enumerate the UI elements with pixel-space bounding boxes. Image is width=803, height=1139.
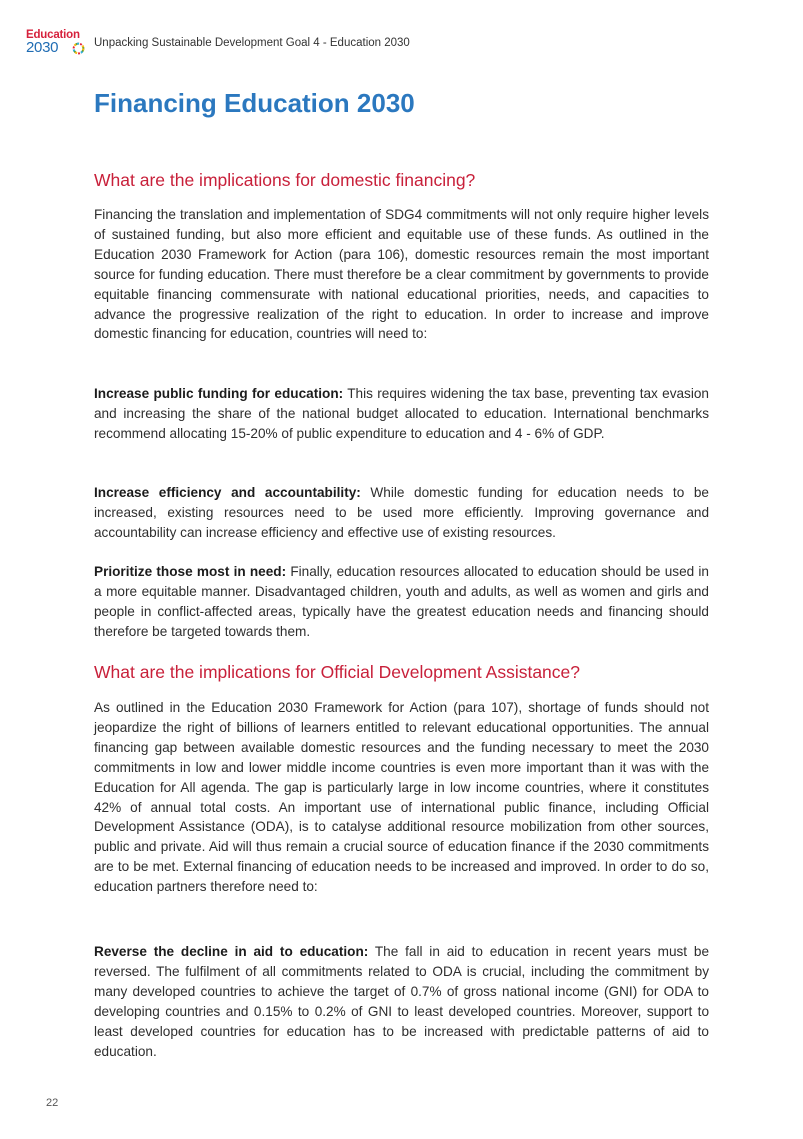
logo-line2: 2030 xyxy=(26,39,59,56)
page-number: 22 xyxy=(46,1097,59,1109)
list-item xyxy=(94,562,709,642)
list-item xyxy=(94,942,709,1061)
list-item xyxy=(94,483,709,543)
domestic-financing-body xyxy=(94,205,709,344)
section-heading: What are the implications for Official Development Assistance? xyxy=(94,662,581,682)
item-paragraph xyxy=(94,483,709,543)
item-text: The fall in aid to education in recent years must be reversed. The fulfilment of all commitments related to ODA is crucial, including the commitment by many developed countries to achieve the target of 0.7% of gross national income (GNI) for ODA to developing countries and 0.15% to 0.2% of GNI to least developed countries. Moreover, support to least developed countries for education has to be increased with predictable patterns of aid to education. xyxy=(94,944,710,1059)
document-title: Unpacking Sustainable Development Goal 4 - Education 2030 xyxy=(94,37,410,49)
item-lead: Increase public funding for education: xyxy=(94,386,344,401)
sdg-wheel-icon xyxy=(72,42,85,55)
oda-body xyxy=(94,698,709,897)
intro-paragraph: Financing the translation and implementation of SDG4 commitments will not only require higher levels of sustained funding, but also more efficient and equitable use of these funds. As outlined in the Education 2030 Framework for Action (para 106), domestic resources remain the most important source for funding education. There must therefore be a clear commitment by governments to provide equitable financing commensurate with national educational priorities, needs, and capacities to advance the progressive realization of the right to education. In order to increase and improve domestic financing for education, countries will need to: xyxy=(94,207,709,342)
item-text: Finally, education resources allocated to education should be used in a more equitable manner. Disadvantaged children, youth and adults, as well as women and girls and people in conflict-affected areas, typically have the greatest education needs and financing should therefore be targeted towards them. xyxy=(94,564,709,639)
section-domestic-financing xyxy=(94,170,709,191)
section-oda xyxy=(94,662,709,683)
item-paragraph xyxy=(94,384,709,444)
item-lead: Increase efficiency and accountability: xyxy=(94,485,361,500)
item-lead: Reverse the decline in aid to education: xyxy=(94,944,369,959)
item-text: This requires widening the tax base, preventing tax evasion and increasing the share of the national budget allocated to education. International benchmarks recommend allocating 15-20% of public expenditure to education and 4 - 6% of GDP. xyxy=(94,386,709,441)
item-paragraph xyxy=(94,942,709,1061)
education-2030-logo xyxy=(26,29,86,57)
list-item xyxy=(94,384,709,444)
item-lead: Prioritize those most in need: xyxy=(94,564,287,579)
section-heading: What are the implications for domestic financing? xyxy=(94,170,476,190)
item-paragraph xyxy=(94,562,709,642)
intro-paragraph: As outlined in the Education 2030 Framework for Action (para 107), shortage of funds should not jeopardize the right of billions of learners entitled to relevant educational opportunities. The annual financing gap between available domestic resources and the funding necessary to meet the 2030 commitments in low and lower middle income countries is even more important than it was with the Education for All agenda. The gap is particularly large in low income countries, where it constitutes 42% of annual total costs. An important use of international public finance, including Official Development Assistance (ODA), is to catalyse additional resource mobilization from other sources, public and private. Aid will thus remain a crucial source of education finance if the 2030 commitments are to be met. External financing of education needs to be increased and improved. In order to do so, education partners therefore need to: xyxy=(94,700,709,895)
page-title: Financing Education 2030 xyxy=(94,88,415,118)
logo-line1: Education xyxy=(26,29,80,41)
page-header xyxy=(26,29,410,57)
item-text: While domestic funding for education needs to be increased, existing resources need to be used more efficiently. Improving governance and accountability can increase efficiency and effective use of existing resources. xyxy=(94,485,709,540)
